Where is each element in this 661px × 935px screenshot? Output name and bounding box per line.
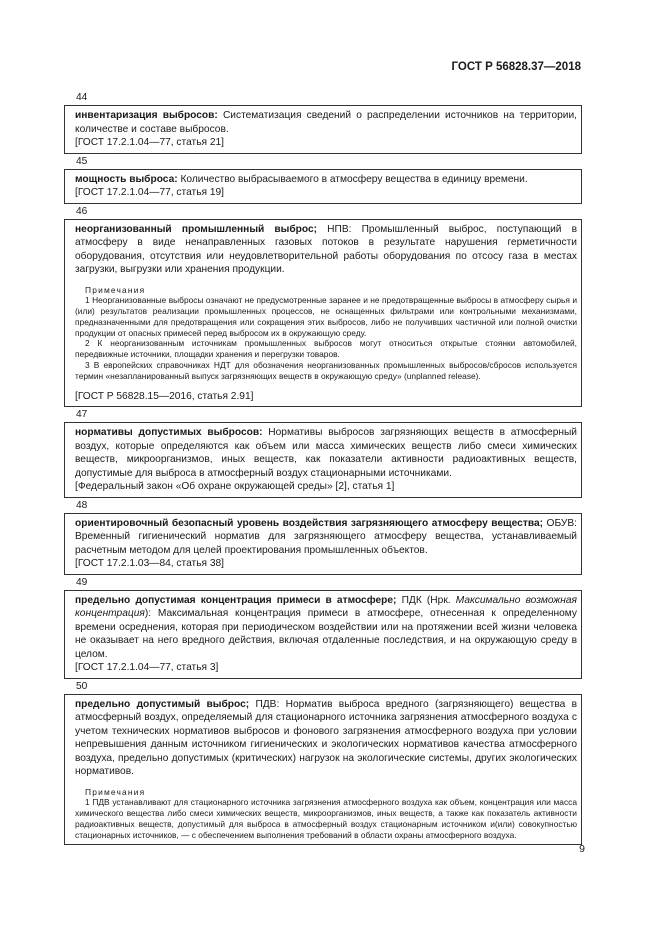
note-item: 1 ПДВ устанавливают для стационарного источника загрязнения атмосферного воздуха как объем, концентрация или масса химического вещества либо смеси химических веществ, микроорганизмов, иных веществ, а также как показатель активности радиоактивных веществ, допустимый для выброса в атмосферный воздух стационарным источником и(или) совокупностью стационарных источников, — с обеспечением выполнения требований в области охраны атмосферного воздуха. (75, 797, 577, 840)
term-name: ориентировочный безопасный уровень воздействия загрязняющего атмосферу вещества; (75, 517, 544, 529)
definition (75, 109, 577, 136)
definition (75, 223, 577, 277)
term-name: предельно допустимый выброс; (75, 698, 250, 710)
notes-block (75, 787, 577, 841)
note-item: 1 Неорганизованные выбросы означают не предусмотренные заранее и не предотвращенные выбросы в атмосферу сырья и (или) результатов реализации промышленных процессов, не оснащенных фильтрами или контрольными механизмами, предназначенными для предотвращения или сокращения этих выбросов, либо не получивших частичной или полной очистки продукции от опасных примесей перед выбросом их в окружающую среду. (75, 295, 577, 338)
definition-italic: Максимально возможная концентрация (75, 594, 577, 620)
notes-title: Примечания (85, 284, 146, 295)
definition-text: Нормативы выбросов загрязняющих веществ в атмосферный воздух, которые определяются как объем или масса химических веществ либо смеси химических веществ, микроорганизмов, иных веществ, как показатели активности радиоактивных веществ, допустимые для выброса в атмосферный воздух стационарными источниками. (75, 427, 577, 479)
entry-number: 50 (76, 680, 88, 692)
definition-text: ОБУВ: Временный гигиенический норматив для загрязняющего атмосферу вещества, устанавливаемый расчетным методом для целей проектирования промышленных объектов. (75, 517, 578, 556)
term-entry (64, 105, 582, 154)
term-entry (64, 513, 582, 575)
notes-title: Примечания (85, 786, 146, 797)
term-name: предельно допустимая концентрация примеси в атмосфере; (75, 594, 397, 606)
terms-list (64, 91, 582, 846)
definition (75, 698, 577, 779)
note-item: 3 В европейских справочниках НДТ для обозначения неорганизованных промышленных выбросов/сбросов используется термин «незапланированный выпуск загрязняющих веществ в окружающую среду» (unplanned release). (75, 360, 577, 381)
term-name: неорганизованный промышленный выброс; (75, 223, 318, 235)
term-name: нормативы допустимых выбросов: (75, 427, 263, 439)
term-entry (64, 590, 582, 679)
term-name: мощность выброса: (75, 173, 178, 185)
source-reference: [ГОСТ 17.2.1.04—77, статья 21] (75, 137, 225, 148)
definition-text: НПВ: Промышленный выброс, поступающий в атмосферу в виде ненаправленных газовых потоков в результате нарушения герметичности оборудования, отсутствия или неудовлетворительной работы оборудования по отсосу газа в местах загрузки, выгрузки или хранения продукции. (75, 223, 578, 275)
term-entry (64, 422, 582, 498)
source-reference: [ГОСТ 17.2.1.03—84, статья 38] (75, 558, 225, 570)
source-reference: [Федеральный закон «Об охране окружающей среды» [2], статья 1] (75, 481, 395, 493)
definition-text: ПДВ: Норматив выброса вредного (загрязняющего) вещества в атмосферный воздух, определяемый для стационарного источника загрязнения атмосферного воздуха с учетом технических нормативов выбросов и фонового загрязнения атмосферного воздуха при условии непревышения данным источником гигиенических и экологических нормативов качества атмосферного воздуха, предельно допустимых (критических) нагрузок на экологические системы, других экологических нормативов. (75, 698, 577, 778)
definition (75, 426, 577, 480)
definition (75, 594, 577, 662)
source-reference: [ГОСТ 17.2.1.04—77, статья 3] (75, 662, 219, 674)
term-entry (64, 694, 582, 845)
entry-number: 45 (76, 155, 88, 167)
definition-text: Систематизация сведений о распределении источников на территории, количестве и составе выбросов. (75, 110, 577, 135)
entry-number: 46 (76, 205, 88, 217)
term-entry (64, 219, 582, 408)
definition-text: ): Максимальная концентрация примеси в атмосфере, отнесенная к определенному времени осреднения, которая при периодическом воздействии или на протяжении всей жизни человека не оказывает на него вредного действия, включая отдаленные последствия, и на окружающую среду в целом. (75, 608, 577, 660)
definition (75, 173, 577, 187)
term-entry (64, 169, 582, 204)
note-item: 2 К неорганизованным источникам промышленных выбросов могут относиться открытые стоянки автомобилей, передвижные источники, площадки хранения и перегрузки товаров. (75, 338, 577, 360)
term-name: инвентаризация выбросов: (75, 110, 218, 121)
source-reference: [ГОСТ Р 56828.15—2016, статья 2.91] (75, 390, 254, 402)
definition (75, 517, 577, 558)
entry-number: 49 (76, 576, 88, 588)
notes-block (75, 285, 577, 382)
entry-number: 47 (76, 409, 88, 421)
entry-number: 44 (76, 92, 88, 103)
entry-number: 48 (76, 499, 88, 511)
source-reference: [ГОСТ 17.2.1.04—77, статья 19] (75, 187, 225, 198)
definition-text: ПДК (Нрк. (396, 594, 456, 606)
definition-text: Количество выбрасываемого в атмосферу вещества в единицу времени. (177, 173, 528, 185)
page-number: 9 (579, 843, 585, 855)
document-header: ГОСТ Р 56828.37—2018 (451, 61, 581, 73)
